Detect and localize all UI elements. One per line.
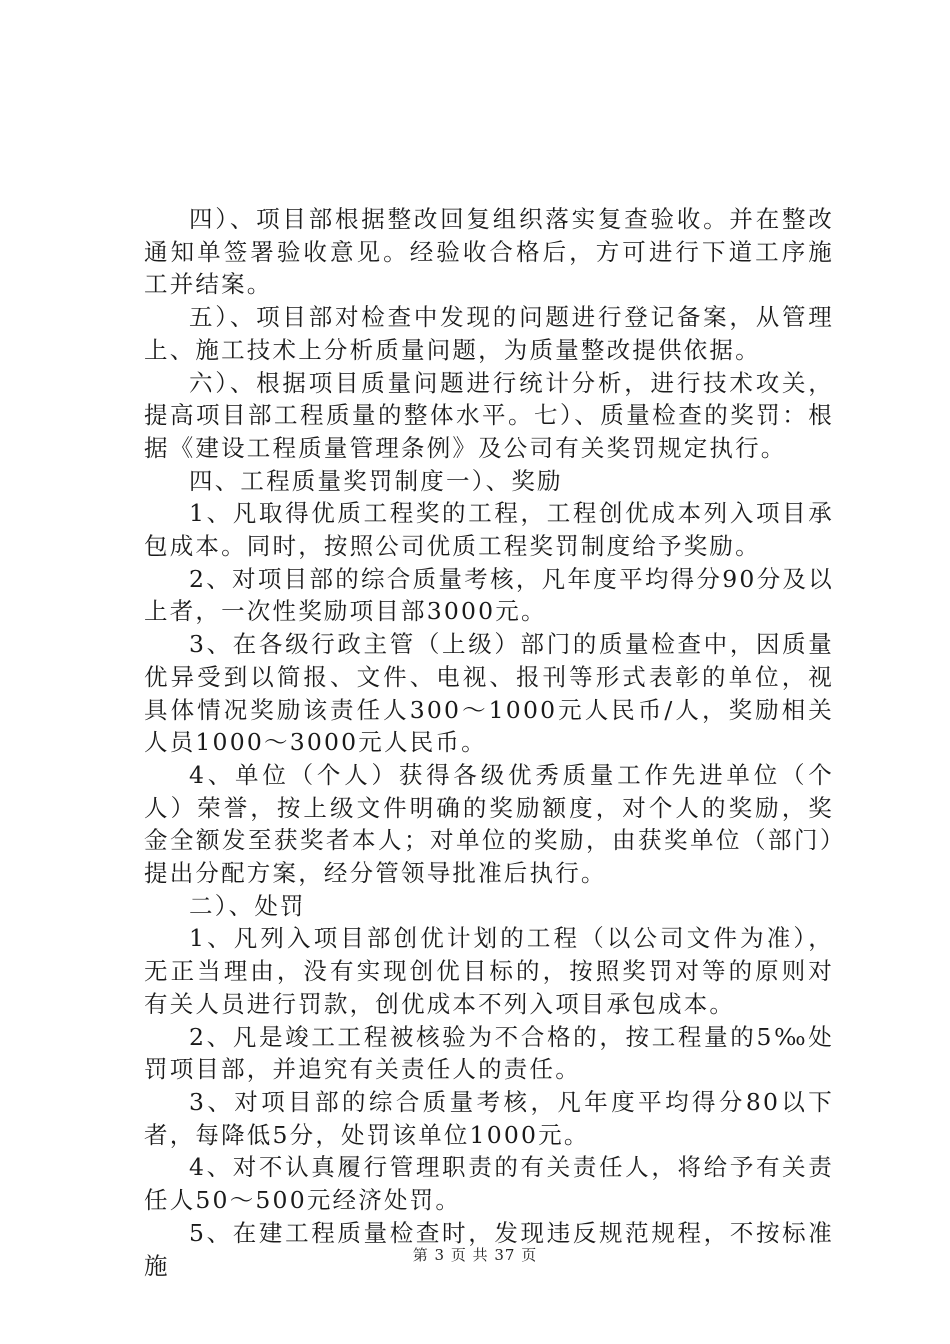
paragraph: 1、凡取得优质工程奖的工程，工程创优成本列入项目承包成本。同时，按照公司优质工程奖罚制度给予奖励。 — [144, 499, 834, 561]
paragraph: 3、在各级行政主管（上级）部门的质量检查中，因质量优异受到以简报、文件、电视、报刊等形式表彰的单位，视具体情况奖励该责任人300～1000元人民币/人，奖励相关人员1000～3000元人民币。 — [144, 630, 834, 757]
section-heading: 四、工程质量奖罚制度一）、奖励 — [189, 466, 563, 495]
paragraph: 4、对不认真履行管理职责的有关责任人，将给予有关责任人50～500元经济处罚。 — [144, 1153, 834, 1215]
paragraph: 六）、根据项目质量问题进行统计分析，进行技术攻关，提高项目部工程质量的整体水平。七）、质量检查的奖罚：根据《建设工程质量管理条例》及公司有关奖罚规定执行。 — [144, 368, 834, 462]
paragraph: 3、对项目部的综合质量考核，凡年度平均得分80以下者，每降低5分，处罚该单位1000元。 — [144, 1087, 834, 1149]
paragraph: 五）、项目部对检查中发现的问题进行登记备案，从管理上、施工技术上分析质量问题，为质量整改提供依据。 — [144, 303, 834, 364]
section-heading: 二）、处罚 — [189, 891, 306, 920]
paragraph: 2、凡是竣工工程被核验为不合格的，按工程量的5‰处罚项目部，并追究有关责任人的责任。 — [144, 1022, 834, 1084]
page-number-footer: 第 3 页 共 37 页 — [412, 1246, 538, 1264]
paragraph: 5、在建工程质量检查时，发现违反规范规程，不按标准施 — [144, 1218, 834, 1280]
document-body — [144, 203, 834, 1282]
paragraph: 四）、项目部根据整改回复组织落实复查验收。并在整改通知单签署验收意见。经验收合格后，方可进行下道工序施工并结案。 — [144, 205, 834, 299]
paragraph: 4、单位（个人）获得各级优秀质量工作先进单位（个人）荣誉，按上级文件明确的奖励额度，对个人的奖励，奖金全额发至获奖者本人；对单位的奖励，由获奖单位（部门）提出分配方案，经分管领导批准后执行。 — [144, 760, 834, 888]
paragraph: 1、凡列入项目部创优计划的工程（以公司文件为准），无正当理由，没有实现创优目标的，按照奖罚对等的原则对有关人员进行罚款，创优成本不列入项目承包成本。 — [144, 924, 834, 1018]
paragraph: 2、对项目部的综合质量考核，凡年度平均得分90分及以上者，一次性奖励项目部3000元。 — [144, 564, 834, 626]
